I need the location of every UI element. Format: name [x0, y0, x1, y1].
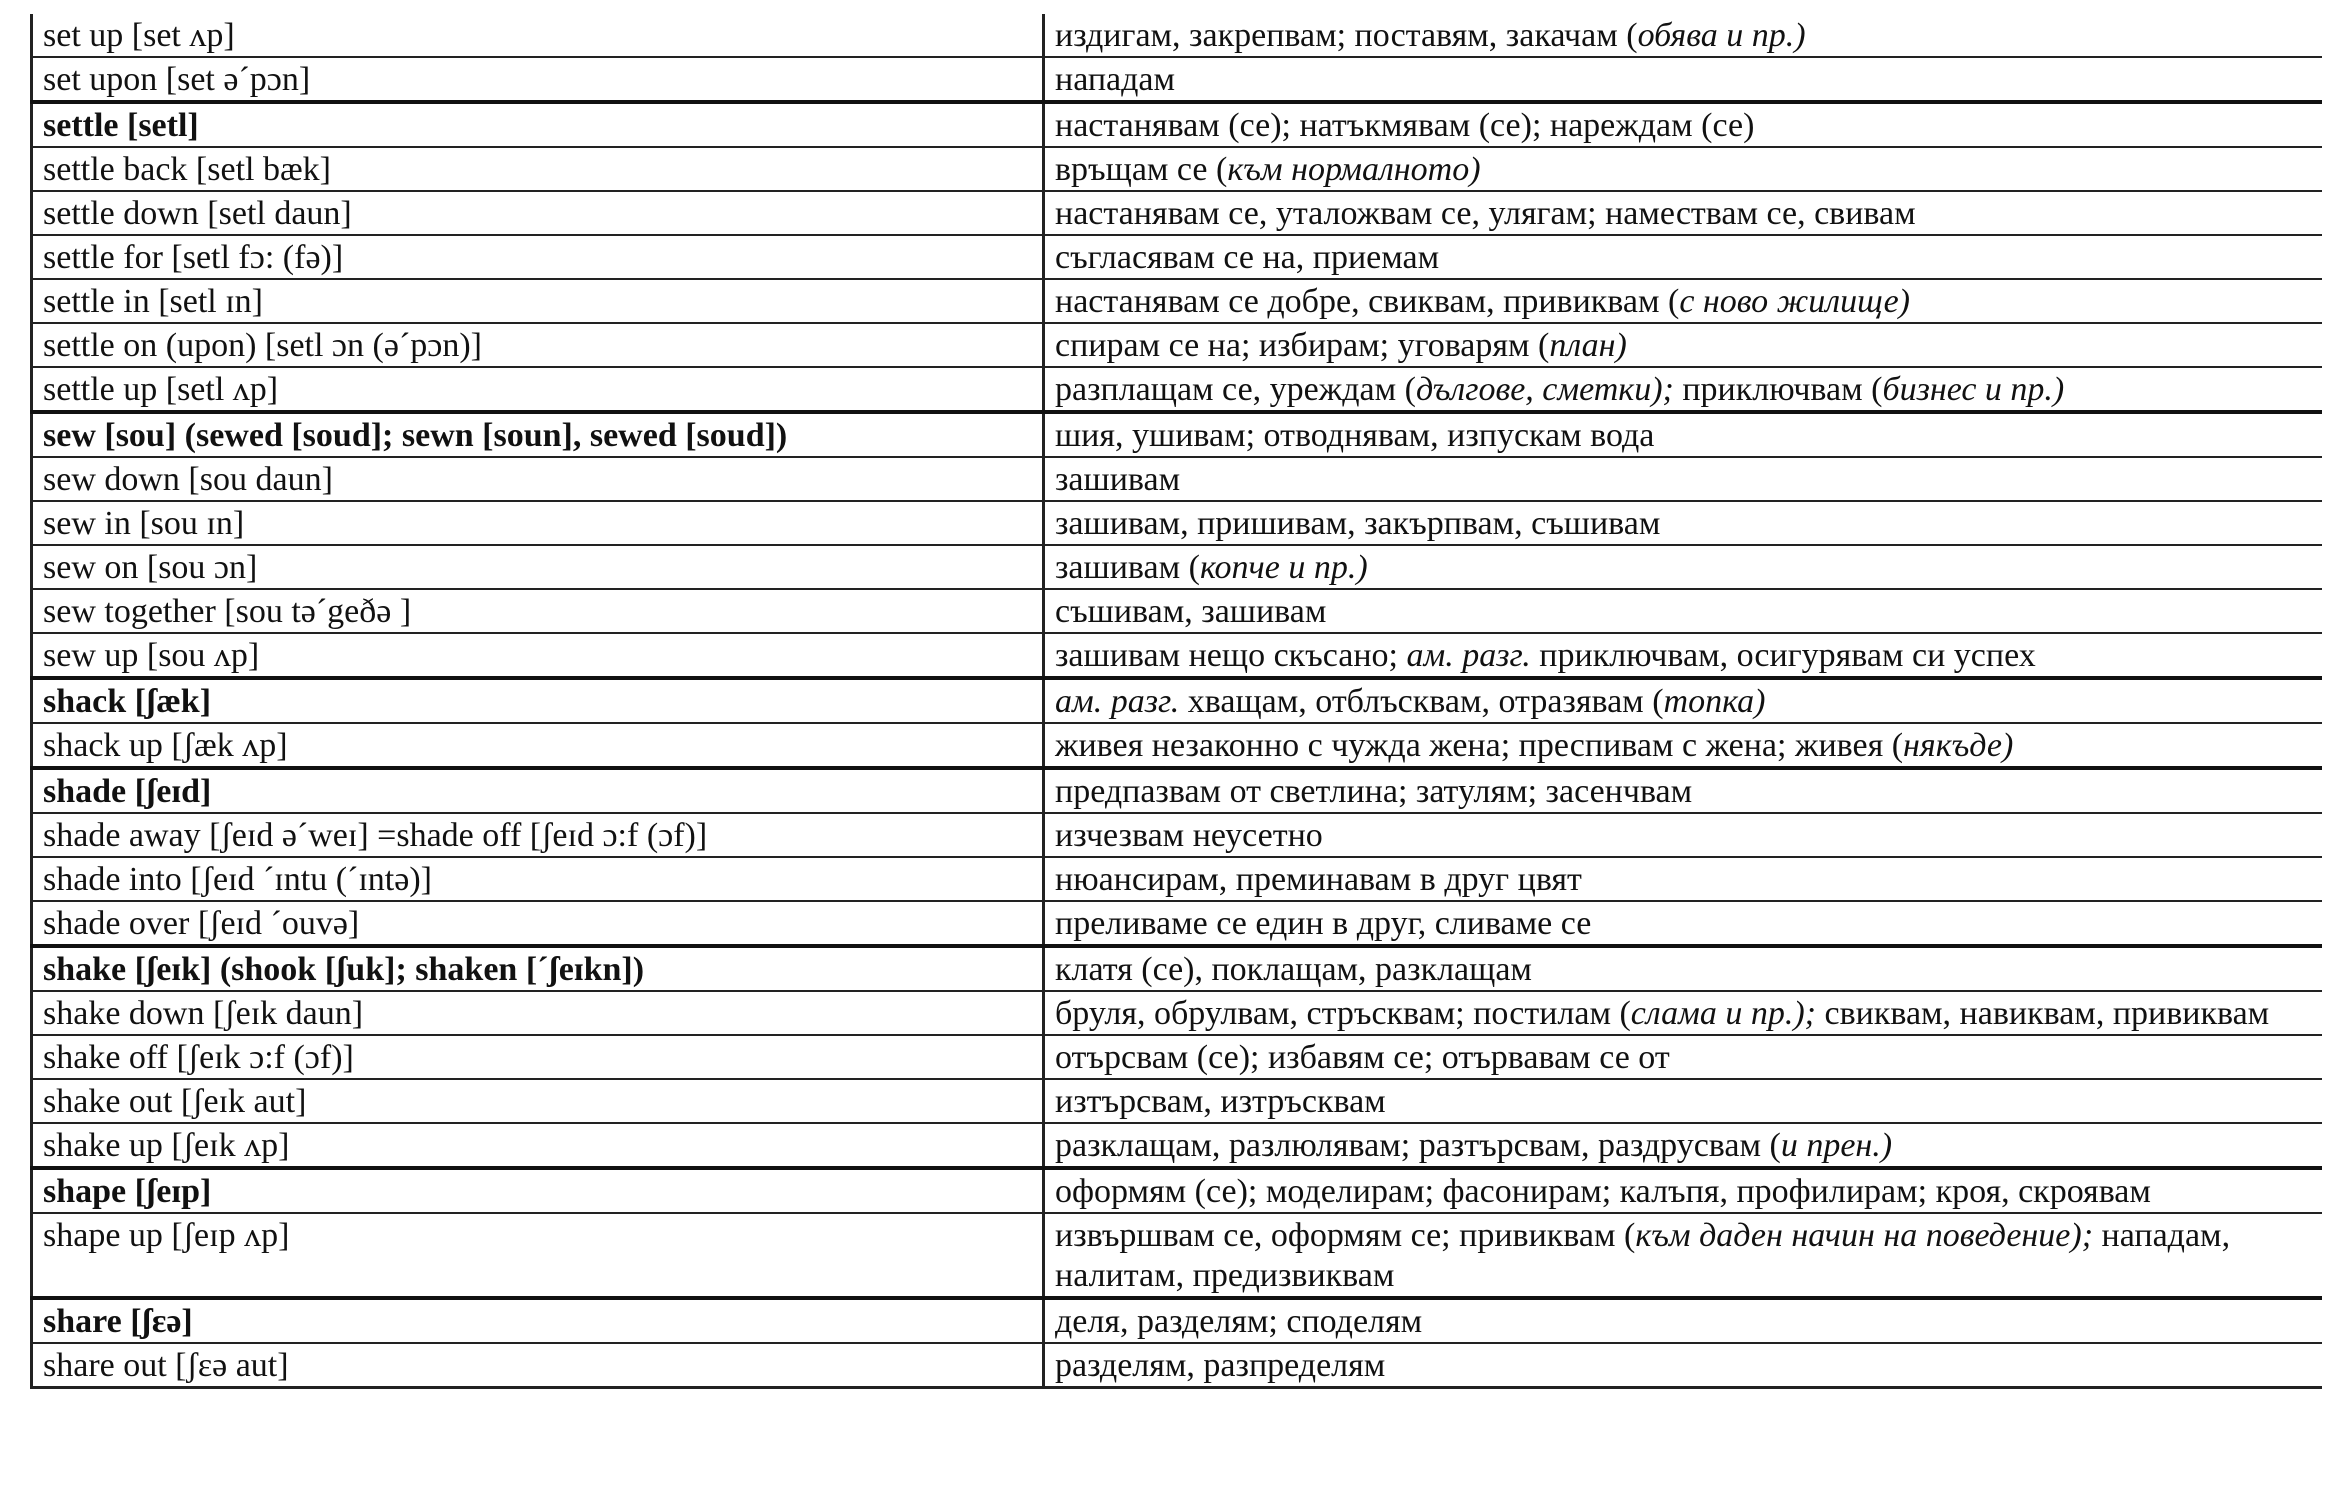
- english-term: sew on [sou ɔn]: [32, 545, 1044, 589]
- table-row: [32, 279, 2322, 323]
- translation-text: изтърсвам, изтръсквам: [1055, 1083, 1386, 1120]
- english-term: settle [setl]: [32, 102, 1044, 147]
- translation-text: изчезвам неусетно: [1055, 817, 1323, 854]
- translation-text: разделям, разпределям: [1055, 1347, 1386, 1384]
- table-row: [32, 1343, 2322, 1388]
- english-term: settle on (upon) [setl ɔn (əˊpɔn)]: [32, 323, 1044, 367]
- headword-row: [32, 678, 2322, 723]
- translation-text: разклащам, разлюлявам; разтърсвам, раздрусвам (: [1055, 1127, 1781, 1164]
- table-row: [32, 589, 2322, 633]
- bulgarian-translation: [1044, 235, 2322, 279]
- english-term: shack up [ʃæk ʌp]: [32, 723, 1044, 768]
- translation-text: приключвам (: [1673, 371, 1883, 408]
- bulgarian-translation: [1044, 323, 2322, 367]
- english-term: shade over [ʃeɪd ˊouvə]: [32, 901, 1044, 946]
- english-term: share out [ʃɛə aut]: [32, 1343, 1044, 1388]
- translation-note: план): [1549, 327, 1627, 364]
- translation-text: зашивам (: [1055, 549, 1200, 586]
- table-row: [32, 813, 2322, 857]
- table-row: [32, 1079, 2322, 1123]
- translation-text: нападам, налитам, предизвиквам: [1055, 1217, 2231, 1294]
- bulgarian-translation: [1044, 857, 2322, 901]
- english-term: settle back [setl bæk]: [32, 147, 1044, 191]
- table-row: [32, 147, 2322, 191]
- english-term: sew up [sou ʌp]: [32, 633, 1044, 678]
- translation-text: съшивам, зашивам: [1055, 593, 1327, 630]
- table-row: [32, 367, 2322, 412]
- table-row: [32, 545, 2322, 589]
- english-term: shake down [ʃeɪk daun]: [32, 991, 1044, 1035]
- english-term: sew together [sou təˊgeðə ]: [32, 589, 1044, 633]
- headword-row: [32, 102, 2322, 147]
- bulgarian-translation: [1044, 1035, 2322, 1079]
- bulgarian-translation: [1044, 457, 2322, 501]
- translation-text: връщам се (: [1055, 151, 1228, 188]
- translation-text: издигам, закрепвам; поставям, закачам (: [1055, 17, 1638, 54]
- table-row: [32, 1123, 2322, 1168]
- translation-note: дългове, сметки);: [1415, 371, 1674, 408]
- table-row: [32, 235, 2322, 279]
- table-row: [32, 191, 2322, 235]
- translation-note: ам. разг.: [1055, 683, 1180, 720]
- translation-note: и прен.): [1780, 1127, 1893, 1164]
- translation-note: топка): [1663, 683, 1766, 720]
- translation-note: някъде): [1903, 727, 2014, 764]
- translation-text: приключвам, осигурявам си успех: [1530, 637, 2036, 674]
- english-term: shade into [ʃeɪd ˊɪntu (ˊɪntə)]: [32, 857, 1044, 901]
- table-row: [32, 57, 2322, 102]
- phrasal-verb-table: [30, 14, 2322, 1389]
- translation-text: свиквам, навиквам, привиквам: [1815, 995, 2270, 1032]
- bulgarian-translation: [1044, 1123, 2322, 1168]
- headword-row: [32, 1168, 2322, 1213]
- bulgarian-translation: [1044, 678, 2322, 723]
- headword-row: [32, 768, 2322, 813]
- translation-text: настанявам се добре, свиквам, привиквам (: [1055, 283, 1680, 320]
- table-row: [32, 1035, 2322, 1079]
- bulgarian-translation: [1044, 1213, 2322, 1298]
- table-row: [32, 14, 2322, 57]
- translation-text: съгласявам се на, приемам: [1055, 239, 1440, 276]
- dictionary-page: [30, 14, 2320, 1389]
- english-term: settle down [setl daun]: [32, 191, 1044, 235]
- table-row: [32, 857, 2322, 901]
- bulgarian-translation: [1044, 147, 2322, 191]
- bulgarian-translation: [1044, 1079, 2322, 1123]
- translation-text: настанявам се, уталожвам се, улягам; намествам се, свивам: [1055, 195, 1916, 232]
- table-row: [32, 633, 2322, 678]
- translation-note: бизнес и пр.): [1882, 371, 2065, 408]
- english-term: shade [ʃeɪd]: [32, 768, 1044, 813]
- english-term: shake out [ʃeɪk aut]: [32, 1079, 1044, 1123]
- table-row: [32, 723, 2322, 768]
- english-term: sew down [sou daun]: [32, 457, 1044, 501]
- table-row: [32, 991, 2322, 1035]
- bulgarian-translation: [1044, 545, 2322, 589]
- headword-row: [32, 1298, 2322, 1343]
- english-term: sew [sou] (sewed [soud]; sewn [soun], sewed [soud]): [32, 412, 1044, 457]
- english-term: set up [set ʌp]: [32, 14, 1044, 57]
- english-term: shake off [ʃeɪk ɔ:f (ɔf)]: [32, 1035, 1044, 1079]
- english-term: shade away [ʃeɪd əˊweɪ] =shade off [ʃeɪd ɔ:f (ɔf)]: [32, 813, 1044, 857]
- headword-row: [32, 946, 2322, 991]
- translation-text: преливаме се един в друг, сливаме се: [1055, 905, 1592, 942]
- bulgarian-translation: [1044, 768, 2322, 813]
- translation-text: спирам се на; избирам; уговарям (: [1055, 327, 1550, 364]
- english-term: sew in [sou ɪn]: [32, 501, 1044, 545]
- translation-text: разплащам се, уреждам (: [1055, 371, 1416, 408]
- translation-text: нюансирам, преминавам в друг цвят: [1055, 861, 1582, 898]
- bulgarian-translation: [1044, 14, 2322, 57]
- translation-text: хващам, отблъсквам, отразявам (: [1179, 683, 1664, 720]
- headword-row: [32, 412, 2322, 457]
- english-term: shape [ʃeɪp]: [32, 1168, 1044, 1213]
- english-term: settle for [setl fɔ: (fə)]: [32, 235, 1044, 279]
- table-row: [32, 323, 2322, 367]
- english-term: settle up [setl ʌp]: [32, 367, 1044, 412]
- translation-note: копче и пр.): [1199, 549, 1368, 586]
- translation-note: с ново жилище): [1679, 283, 1910, 320]
- english-term: shake [ʃeɪk] (shook [ʃuk]; shaken [ˊʃeɪkn]): [32, 946, 1044, 991]
- translation-text: живея незаконно с чужда жена; преспивам с жена; живея (: [1055, 727, 1904, 764]
- bulgarian-translation: [1044, 279, 2322, 323]
- english-term: shape up [ʃeɪp ʌp]: [32, 1213, 1044, 1298]
- translation-note: към даден начин на поведение);: [1635, 1217, 2094, 1254]
- translation-text: настанявам (се); натъкмявам (се); нареждам (се): [1055, 107, 1755, 144]
- bulgarian-translation: [1044, 191, 2322, 235]
- table-body: [32, 14, 2322, 1388]
- english-term: set upon [set əˊpɔn]: [32, 57, 1044, 102]
- translation-note: ам. разг.: [1406, 637, 1531, 674]
- table-row: [32, 501, 2322, 545]
- translation-text: оформям (се); моделирам; фасонирам; калъпя, профилирам; кроя, скроявам: [1055, 1173, 2151, 1210]
- bulgarian-translation: [1044, 813, 2322, 857]
- bulgarian-translation: [1044, 102, 2322, 147]
- translation-text: деля, разделям; споделям: [1055, 1303, 1423, 1340]
- translation-note: към нормалното): [1227, 151, 1481, 188]
- translation-text: бруля, обрулвам, стръсквам; постилам (: [1055, 995, 1631, 1032]
- bulgarian-translation: [1044, 1298, 2322, 1343]
- bulgarian-translation: [1044, 501, 2322, 545]
- bulgarian-translation: [1044, 946, 2322, 991]
- bulgarian-translation: [1044, 723, 2322, 768]
- translation-text: зашивам: [1055, 461, 1181, 498]
- bulgarian-translation: [1044, 633, 2322, 678]
- translation-note: обява и пр.): [1637, 17, 1806, 54]
- bulgarian-translation: [1044, 991, 2322, 1035]
- table-row: [32, 901, 2322, 946]
- bulgarian-translation: [1044, 901, 2322, 946]
- translation-text: зашивам, пришивам, закърпвам, съшивам: [1055, 505, 1661, 542]
- bulgarian-translation: [1044, 1168, 2322, 1213]
- english-term: share [ʃɛə]: [32, 1298, 1044, 1343]
- bulgarian-translation: [1044, 589, 2322, 633]
- translation-text: шия, ушивам; отводнявам, изпускам вода: [1055, 417, 1655, 454]
- translation-text: нападам: [1055, 61, 1176, 98]
- bulgarian-translation: [1044, 1343, 2322, 1388]
- translation-note: слама и пр.);: [1630, 995, 1816, 1032]
- table-row: [32, 1213, 2322, 1298]
- translation-text: предпазвам от светлина; затулям; засенчвам: [1055, 773, 1693, 810]
- bulgarian-translation: [1044, 412, 2322, 457]
- translation-text: извършвам се, оформям се; привиквам (: [1055, 1217, 1636, 1254]
- bulgarian-translation: [1044, 57, 2322, 102]
- english-term: shack [ʃæk]: [32, 678, 1044, 723]
- english-term: shake up [ʃeɪk ʌp]: [32, 1123, 1044, 1168]
- translation-text: клатя (се), поклащам, разклащам: [1055, 951, 1532, 988]
- bulgarian-translation: [1044, 367, 2322, 412]
- english-term: settle in [setl ɪn]: [32, 279, 1044, 323]
- translation-text: зашивам нещо скъсано;: [1055, 637, 1407, 674]
- table-row: [32, 457, 2322, 501]
- translation-text: отърсвам (се); избавям се; отървавам се от: [1055, 1039, 1670, 1076]
